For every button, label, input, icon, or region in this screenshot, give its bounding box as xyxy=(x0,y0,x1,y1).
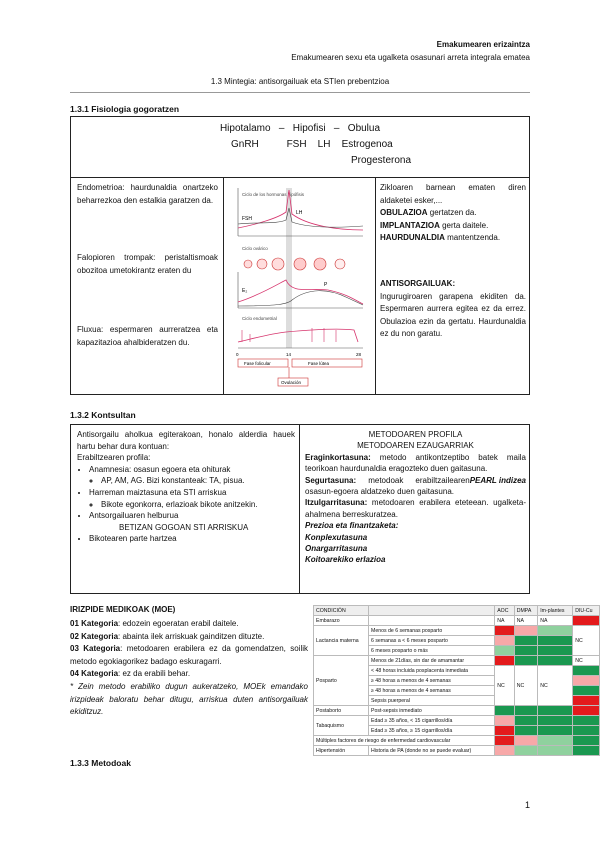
cat2-label: 02 Kategoria xyxy=(70,631,119,641)
cat3-label: 03 Kategoria xyxy=(70,644,121,654)
e2-label: E₂ xyxy=(242,288,248,294)
table-row: < 48 horas incluida posplacenta inmediata NC NC NC xyxy=(314,666,600,676)
col-divider xyxy=(223,178,224,394)
sti-reminder: BETIZAN GOGOAN STI ARRISKUA xyxy=(119,522,249,532)
table-row: ≥ 48 horas a menos de 4 semanas xyxy=(314,686,600,696)
acceptability-label: Onargarritasuna xyxy=(305,544,368,554)
estrogen-curve xyxy=(238,280,363,304)
p-label: P xyxy=(324,282,328,288)
follicle-2 xyxy=(257,259,267,269)
follicle-3 xyxy=(272,258,284,270)
efficacy-label: Eraginkortasuna: xyxy=(305,452,371,462)
follicle-1 xyxy=(244,260,252,268)
flux-text: Fluxua: espermaren aurreratzea eta kapazitazioa ahalbideratzen du. xyxy=(77,325,218,347)
cat1-label: 01 Kategoria xyxy=(70,619,119,628)
seminar-title: 1.3 Mintegia: antisorgailuak eta STIen prebentzioa xyxy=(210,77,390,86)
hormones-row-1: Hipotalamo – Hipofisi – Obulua xyxy=(219,123,381,134)
efficacy-text: metodo antikontzeptibo batek maila teorikoan haurdunaldia eragozteko duen gaitasuna. xyxy=(305,452,526,474)
col-divider xyxy=(375,178,376,394)
fallopian-text: Falopioren trompak: peristaltismoak obozitoa umetokirantz eraten du xyxy=(77,253,218,275)
menstrual-cycle-figure xyxy=(228,184,370,392)
consultation-right xyxy=(305,429,526,566)
pregnancy-rest: mantentzenda. xyxy=(444,233,501,243)
moe-title: IRIZPIDE MEDIKOAK (MOE) xyxy=(70,605,176,614)
col-divider xyxy=(299,425,300,593)
price-label: Prezioa eta finantzaketa: xyxy=(305,521,399,531)
physiology-table xyxy=(70,177,530,395)
moe-categories xyxy=(70,618,308,719)
safety-text: metodoak erabiltzailearen osasun-egoera aldatzeko duen gaitasuna. xyxy=(305,475,470,497)
pearl-index: PEARL indizea xyxy=(469,475,526,485)
consultation-table xyxy=(70,424,530,594)
progesterone-curve xyxy=(238,291,363,306)
table-row: Posparto Menos de 21días, sin dar de amamantar NC xyxy=(314,656,600,666)
moe-note: * Zein metodo erabiliko dugun aukeratzeko, MOEk emandako irizpideak baloratu behar ditugu, arriskua duten antisorgailuak ekiditzuz. xyxy=(70,681,308,717)
ovulation-label: Ovulación xyxy=(281,380,302,385)
sub-partners: ◦ Bikote egonkorra, erlazioak bikote anitzekin. xyxy=(101,499,295,511)
moe-criteria-table xyxy=(313,605,600,756)
ovulation-band xyxy=(286,188,292,348)
hormones-row-3: Progesterona xyxy=(351,155,412,166)
implantation-word: IMPLANTAZIOA xyxy=(380,220,440,230)
doc-header-title: Emakumearen erizaintza xyxy=(436,40,530,49)
ovulation-rest: gertatzen da. xyxy=(427,208,477,218)
table-row: Múltiples factores de riesgo de enfermedad cardiovascular xyxy=(314,736,600,746)
table-row: 6 meses posparto o más xyxy=(314,646,600,656)
corpus-1 xyxy=(294,258,306,270)
cat3-text: : metodoaren erabilera ez da gomendatzen, soilik metodo egokiagorikez badago eskuragarri. xyxy=(70,644,308,666)
cat4-text: : ez da erabili behar. xyxy=(118,669,191,679)
endometrium-text: Endometrioa: haurdunaldia onartzeko beharrezkoa den estalkia garatzen da. xyxy=(77,183,218,205)
changes-intro: Zikloaren barnean ematen diren aldaketei esker,... xyxy=(380,183,526,205)
table-header-row: CONDICIÓN AOC DMPA Im-plantes DIU-Cu xyxy=(314,606,600,616)
sub-anamnesis: ◦ AP, AM, AG. Bizi konstanteak: TA, pisua. xyxy=(101,475,295,487)
safety-label: Segurtasuna: xyxy=(305,475,357,485)
day-0: 0 xyxy=(236,352,239,357)
complexity-label: Konplexutasuna xyxy=(305,532,368,542)
table-row: Postaborto Post-sepsis inmediato xyxy=(314,706,600,716)
table-row: Edad ≥ 35 años, ≥ 15 cigarrillos/día xyxy=(314,726,600,736)
day-14: 14 xyxy=(286,352,292,357)
fig-label-hormones: Ciclo de los hormonas hipófisis xyxy=(242,192,305,197)
doc-header-subtitle: Emakumearen sexu eta ugalketa osasunari arreta integrala ematea xyxy=(291,53,530,62)
coitus-relation-label: Koitoarekiko erlazioa xyxy=(305,555,386,565)
changes-text xyxy=(380,182,526,245)
table-row: Sepsis puerperal xyxy=(314,696,600,706)
fig-label-endometrial: Ciclo endometrial xyxy=(242,316,277,321)
cat1-text: : edozein egoeratan erabil daitele. xyxy=(118,619,239,628)
table-row: Tabaquismo Edad ≥ 35 años, < 15 cigarrillos/día xyxy=(314,716,600,726)
cat2-text: : abainta ilek arriskuak gainditzen dituzte. xyxy=(118,631,265,641)
implantation-rest: gerta daitele. xyxy=(439,220,489,230)
luteal-phase-label: Fase lútea xyxy=(308,361,330,366)
divider xyxy=(70,92,530,93)
consult-intro: Antisorgailu aholkua egiterakoan, honalo alderdia hauek hartu behar dura kontuan: xyxy=(77,430,295,451)
table-row: Hipertensión Historia de PA (donde no se puede evaluar) xyxy=(314,746,600,756)
consultation-left xyxy=(77,429,295,545)
lh-label: LH xyxy=(296,210,303,216)
endometrium-curve xyxy=(238,329,358,342)
table-row: ≥ 48 horas a menos de 4 semanas xyxy=(314,676,600,686)
page-number: 1 xyxy=(524,800,530,810)
table-row: Lactancia materna Menos de 6 semanas posparto NC xyxy=(314,626,600,636)
bullet-anamnesis: • Anamnesia: osasun egoera eta ohiturak ◦ AP, AM, AG. Bizi konstanteak: TA, pisua. xyxy=(89,464,295,487)
reversibility-label: Itzulgarritasuna: xyxy=(305,498,368,508)
table-row: 6 semanas a < 6 meses posparto xyxy=(314,636,600,646)
day-28: 28 xyxy=(356,352,362,357)
section-title-1-3-2: 1.3.2 Kontsultan xyxy=(70,410,136,420)
hormones-row-2: GnRH FSH LH Estrogenoa xyxy=(231,139,393,150)
hormones-box xyxy=(70,116,530,178)
table-row: Embarazo NA NA NA xyxy=(314,616,600,626)
bullet-sti-risk: • Harreman maiztasuna eta STI arriskua ◦ Bikote egonkorra, erlazioak bikote anitzekin. xyxy=(89,487,295,510)
ovulation-word: OBULAZIOA xyxy=(380,208,428,218)
section-title-1-3-1: 1.3.1 Fisiologia gogoratzen xyxy=(70,104,180,114)
corpus-2 xyxy=(314,258,326,270)
fsh-label: FSH xyxy=(242,216,252,222)
bullet-purpose: • Antsorgailuaren helburua BETIZAN GOGOAN STI ARRISKUA xyxy=(89,510,295,533)
contraceptives-heading: ANTISORGAILUAK: xyxy=(380,279,456,288)
bullet-partner: • Bikotearen parte hartzea xyxy=(89,533,295,545)
method-features-title: METODOAREN EZAUGARRIAK xyxy=(357,441,474,451)
reversibility-text: metodoaren erabilera eteteean. ugalketa-ahalmena berreskuratzea. xyxy=(305,498,526,519)
cat4-label: 04 Kategoria xyxy=(70,669,119,679)
follicular-phase-label: Fase folicular xyxy=(244,361,271,366)
pregnancy-word: HAURDUNALDIA xyxy=(380,233,445,243)
user-profile-label: Erabiltzearen profila: xyxy=(77,453,151,463)
contraceptives-text xyxy=(380,278,526,341)
section-title-1-3-3: 1.3.3 Metodoak xyxy=(70,758,131,768)
contraceptives-body: Ingurugiroaren garapena ekiditen da. Espermaren aurrera egitea ez da errez. Obulazioa ezin da gertatu. Haurdunaldia ez du non garatu. xyxy=(380,291,526,339)
fig-label-ovarian: Ciclo ovárico xyxy=(242,246,268,251)
corpus-3 xyxy=(335,259,345,269)
method-profile-title: METODOAREN PROFILA xyxy=(368,430,463,439)
